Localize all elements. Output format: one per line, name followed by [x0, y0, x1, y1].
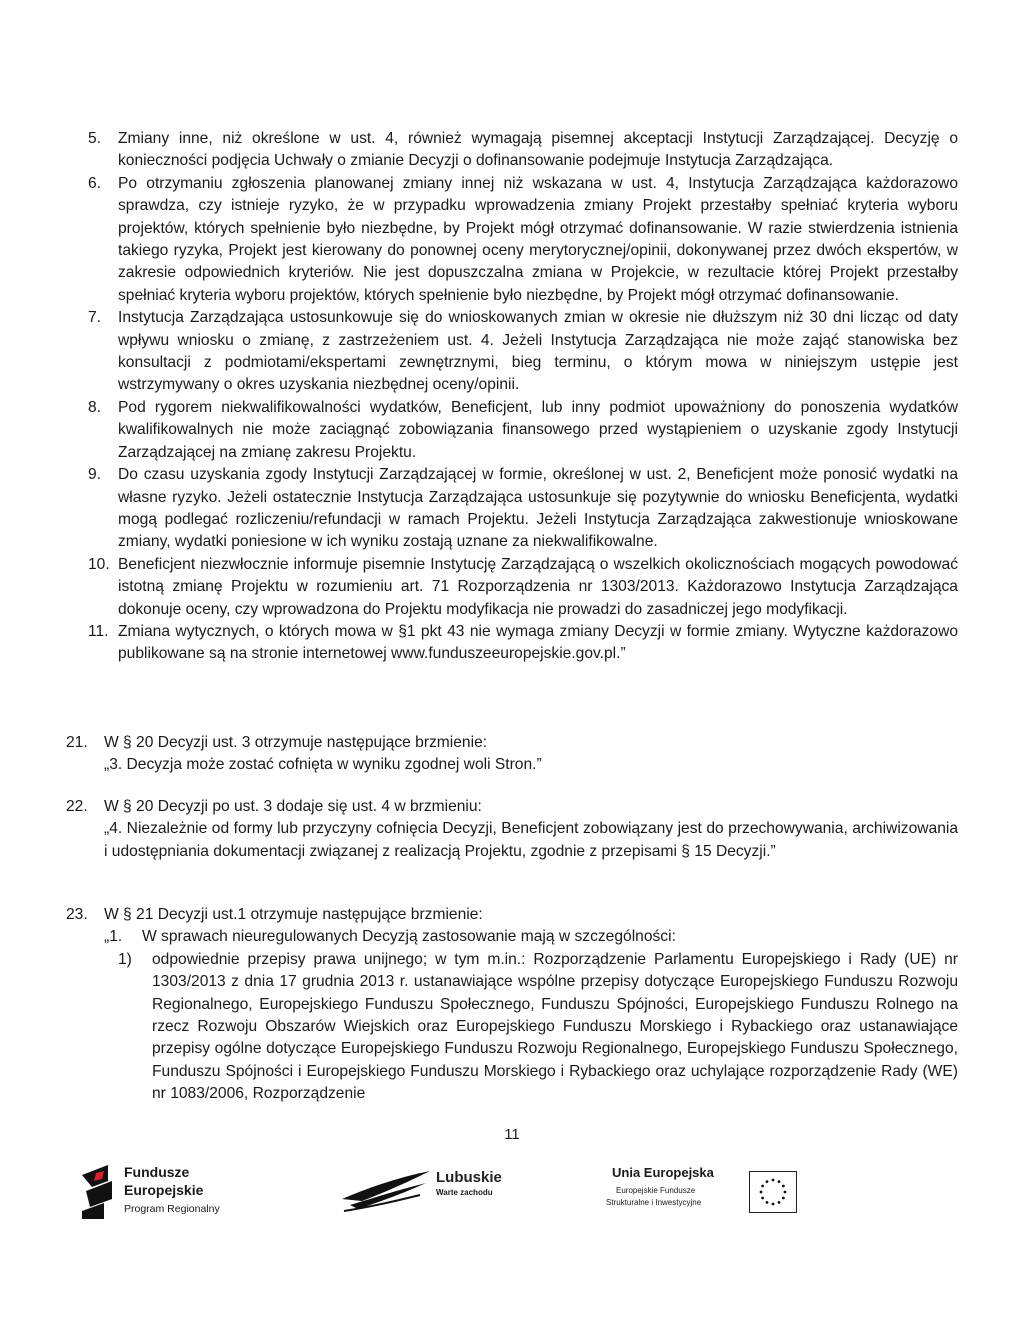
- paragraph-number: 11.: [88, 622, 109, 640]
- paragraph-number: 6.: [88, 174, 102, 192]
- fundusze-europejskie-logo: [82, 1163, 282, 1223]
- fe-line1: Fundusze: [124, 1164, 190, 1180]
- footer-logos: [0, 1155, 1024, 1235]
- paragraph-9: [88, 464, 958, 554]
- paragraph-text: Instytucja Zarządzająca ustosunkowuje się do wnioskowanych zmian w okresie nie dłuższym niż 30 dni licząc od daty wpływu wniosku o zmianę, z zastrzeżeniem ust. 4. Jeżeli Instytucja Zarządzająca nie może zająć stanowiska bez konsultacji z podmiotami/ekspertami zewnętrznymi, bieg terminu, o którym mowa w niniejszym ustępie jest wstrzymywany o okres uzyskania niezbędnej oceny/opinii.: [118, 309, 958, 394]
- paragraph-11: [88, 621, 958, 666]
- fundusze-europejskie-mark-icon: [82, 1165, 118, 1219]
- paragraph-text: Beneficjent niezwłocznie informuje pisemnie Instytucję Zarządzającą o wszelkich okolicznościach mogących powodować istotną zmianę Projektu w rozumieniu art. 71 Rozporządzenia nr 1303/2013. Każdorazowo Instytucja Zarządzająca dokonuje oceny, czy wprowadzona do Projektu modyfikacja nie prowadzi do zasadniczej jego modyfikacji.: [118, 555, 958, 618]
- fe-logo-text: [124, 1163, 203, 1199]
- amendment-23: [66, 904, 958, 1106]
- paragraph-number: 9.: [88, 466, 102, 484]
- ue-line2: Europejskie Fundusze: [616, 1186, 696, 1195]
- paragraph-10: [88, 554, 958, 621]
- paragraph-text: Po otrzymaniu zgłoszenia planowanej zmiany innej niż wskazana w ust. 4, Instytucja Zarządzająca każdorazowo sprawdza, czy istnieje ryzyko, że w przypadku wprowadzenia zmiany Projekt przestałby spełniać kryteria wyboru projektów, których spełnienie było niezbędne, by Projekt mógł otrzymać dofinansowanie. W razie stwierdzenia istnienia takiego ryzyka, Projekt jest kierowany do ponownej oceny merytorycznej/opinii, dokonywanej przez dwóch ekspertów, w zakresie odpowiednich kryteriów. Nie jest dopuszczalna zmiana w Projekcie, w rezultacie której Projekt przestałby spełniać kryteria wyboru projektów, których spełnienie było niezbędne, by Projekt mógł otrzymać dofinansowanie.: [118, 174, 958, 304]
- page-number: 11: [504, 1126, 520, 1143]
- ue-title: Unia Europejska: [612, 1165, 714, 1180]
- unia-europejska-logo: [598, 1165, 798, 1221]
- paragraph-number: 5.: [88, 130, 102, 147]
- amendment-number: 23.: [66, 906, 88, 923]
- paragraph-8: [88, 397, 958, 464]
- point-1: [118, 949, 958, 1106]
- lubuskie-logo: [340, 1167, 530, 1217]
- paragraph-text: Zmiana wytycznych, o których mowa w §1 pkt 43 nie wymaga zmiany Decyzji w formie zmiany. Wytyczne każdorazowo publikowane są na stronie internetowej www.funduszeeuropejskie.gov.pl.”: [118, 622, 958, 663]
- amendment-number: 21.: [66, 734, 88, 751]
- amendment-text: W § 21 Decyzji ust.1 otrzymuje następujące brzmienie:: [104, 906, 483, 923]
- amendment-22: [66, 796, 958, 863]
- paragraph-number: 7.: [88, 309, 102, 327]
- section-paragraphs: [88, 128, 958, 666]
- paragraph-5: [88, 128, 958, 173]
- amendment-quote: „3. Decyzja może zostać cofnięta w wyniku zgodnej woli Stron.”: [104, 756, 542, 774]
- subsection-label: „1.: [104, 928, 123, 946]
- amendment-text: W § 20 Decyzji ust. 3 otrzymuje następujące brzmienie:: [104, 734, 488, 751]
- amendment-text: W § 20 Decyzji po ust. 3 dodaje się ust. 4 w brzmieniu:: [104, 798, 482, 815]
- paragraph-7: [88, 307, 958, 397]
- subsection-text: W sprawach nieuregulowanych Decyzją zastosowanie mają w szczególności:: [142, 928, 676, 946]
- lubuskie-tagline: Warte zachodu: [436, 1188, 493, 1197]
- lubuskie-swoosh-icon: [340, 1167, 432, 1213]
- fe-subtitle: Program Regionalny: [124, 1203, 220, 1215]
- amendment-quote: „4. Niezależnie od formy lub przyczyny cofnięcia Decyzji, Beneficjent zobowiązany jest do przechowywania, archiwizowania i udostępniania dokumentacji związanej z realizacją Projektu, zgodnie z przepisami § 15 Decyzji.”: [104, 820, 958, 860]
- fe-line2: Europejskie: [124, 1182, 204, 1198]
- paragraph-text: Do czasu uzyskania zgody Instytucji Zarządzającej w formie, określonej w ust. 2, Beneficjent może ponosić wydatki na własne ryzyko. Jeżeli ostatecznie Instytucja Zarządzająca ustosunkuje się pozytywnie do wniosku Beneficjenta, wydatki mogą podlegać rozliczeniu/refundacji w ramach Projektu. Jeżeli Instytucja Zarządzająca zakwestionuje wnioskowane zmiany, wydatki poniesione w ich wyniku zostają uznane za niekwalifikowalne.: [118, 466, 958, 551]
- amendment-21: [66, 732, 958, 777]
- amendment-number: 22.: [66, 798, 88, 815]
- ue-line3: Strukturalne i Inwestycyjne: [606, 1198, 702, 1207]
- subsection-1: [104, 926, 958, 948]
- paragraph-text: Pod rygorem niekwalifikowalności wydatków, Beneficjent, lub inny podmiot upoważniony do ponoszenia wydatków kwalifikowalnych nie może zaciągnąć zobowiązania finansowego przed wystąpieniem o uzyskanie zgody Instytucji Zarządzającej na zmianę zakresu Projektu.: [118, 398, 958, 461]
- lubuskie-name: Lubuskie: [436, 1169, 502, 1186]
- paragraph-number: 10.: [88, 555, 110, 573]
- point-text: odpowiednie przepisy prawa unijnego; w tym m.in.: Rozporządzenie Parlamentu Europejskiego i Rady (UE) nr 1303/2013 z dnia 17 grudnia 2013 r. ustanawiające wspólne przepisy dotyczące Europejskiego Funduszu Rozwoju Regionalnego, Europejskiego Funduszu Społecznego, Funduszu Spójności, Europejskiego Funduszu Rolnego na rzecz Rozwoju Obszarów Wiejskich oraz Europejskiego Funduszu Morskiego i Rybackiego oraz ustanawiające przepisy ogólne dotyczące Europejskiego Funduszu Rozwoju Regionalnego, Europejskiego Funduszu Społecznego, Funduszu Spójności i Europejskiego Funduszu Morskiego i Rybackiego oraz uchylające rozporządzenie Rady (WE) nr 1083/2006, Rozporządzenie: [152, 950, 958, 1103]
- paragraph-number: 8.: [88, 398, 102, 416]
- paragraph-text: Zmiany inne, niż określone w ust. 4, również wymagają pisemnej akceptacji Instytucji Zarządzającej. Decyzję o konieczności podjęcia Uchwały o zmianie Decyzji o dofinansowanie podejmuje Instytucja Zarządzająca.: [118, 130, 958, 170]
- point-number: 1): [118, 950, 132, 968]
- eu-flag-icon: [749, 1171, 797, 1213]
- paragraph-6: [88, 173, 958, 307]
